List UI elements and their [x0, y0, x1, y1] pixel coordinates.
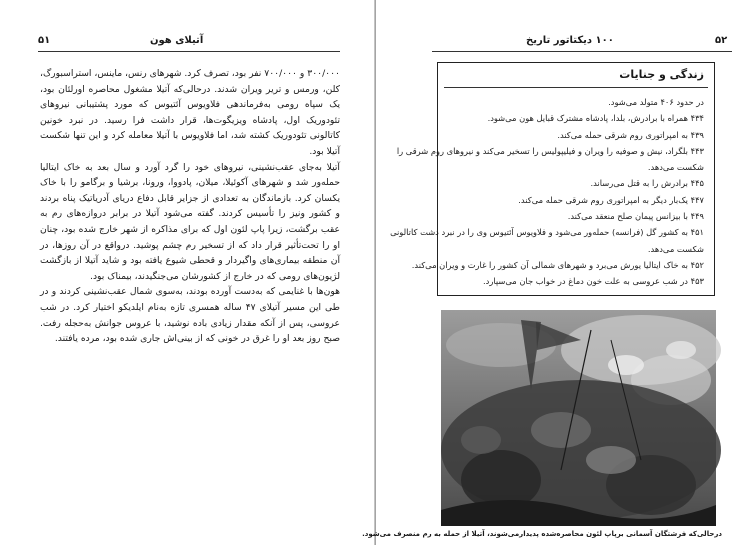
timeline-box	[390, 62, 715, 296]
right-page-number: ۵۲	[715, 35, 728, 46]
timeline-entry: ۴۴۷ یک‌بار دیگر به امپراتوری روم شرقی حمله می‌کند.	[518, 194, 704, 205]
left-header-rule	[38, 51, 340, 52]
timeline-entry: ۴۴۹ با بیزانس پیمان صلح منعقد می‌کند.	[567, 211, 704, 222]
right-running-header: ۱۰۰ دیکتاتور تاریخ	[526, 35, 614, 46]
timeline-title-rule	[444, 87, 708, 88]
left-body-text	[40, 66, 340, 347]
timeline-entry: ۴۵۳ در شب عروسی به علت خون دماغ در خواب جان می‌سپارد.	[483, 276, 704, 287]
left-page-number: ۵۱	[38, 35, 51, 46]
timeline-entry: شکست می‌دهد.	[647, 243, 704, 254]
timeline-entry: ۴۳۴ همراه با برادرش، بلدا، پادشاه مشترک قبایل هون می‌شود.	[487, 113, 704, 124]
timeline-entry: در حدود ۴۰۶ متولد می‌شود.	[608, 97, 704, 107]
timeline-entry: ۴۳۹ به امپراتوری روم شرقی حمله می‌کند.	[557, 129, 704, 140]
timeline-title: زندگی و جنایات	[619, 68, 704, 81]
right-header-rule	[432, 51, 732, 52]
paragraph-2: آتیلا به‌جای عقب‌نشینی، نیروهای خود را گرد آورد و سال بعد به خاک ایتالیا حمله‌ور شد و شهرهای آکوئیلا، میلان، پادووا، ورونا، برشیا و برگامو را با خاک یکسان کرد. بازماندگان به تعدادی از جزایر قابل دفاع دریای آدریاتیک پناه بردند و کشور ونیز را تأسیس کردند. گفته می‌شود آتیلا در برابر دروازه‌های رم به عقب برگشت، زیرا پاپ لئون اول که برای مذاکره از شهر خارج شده بود، چنان او را تحت‌تأثیر قرار داد که از تسخیر رم چشم پوشید. درواقع در آن روزها، در آن منطقه بیماری‌های واگیردار و قحطی شیوع یافته بود و شاید آتیلا از بازگشت لژیون‌های رومی که در خارج از کشورشان می‌جنگیدند، بیمناک بود.	[40, 161, 340, 282]
timeline-entry: ۴۵۱ به کشور گل (فرانسه) حمله‌ور می‌شود و فلاویوس آئتیوس وی را در نبرد دشت کاتالونی	[390, 227, 704, 238]
left-running-header: آتیلای هون	[150, 35, 204, 46]
timeline-entry: ۴۴۵ برادرش را به قتل می‌رساند.	[590, 178, 704, 189]
timeline-entry: شکست می‌دهد.	[647, 162, 704, 173]
engraving-artwork	[441, 310, 716, 526]
figure-caption: درحالی‌که فرشتگان آسمانی برپاپ لئون محاصره‌شده پدیدارمی‌شوند، آتیلا از حمله به رم منصرف می‌شود.	[362, 530, 722, 538]
timeline-entries	[390, 94, 704, 290]
paragraph-1: ۳۰۰/۰۰۰ و ۷۰۰/۰۰۰ نفر بود، تصرف کرد. شهرهای رنس، ماینس، استراسبورگ، کلن، ورمس و تریر ویران شدند. درحالی‌که آتیلا مشغول محاصره اورلئان بود، یک سپاه رومی به‌فرماندهی فلاویوس آئتیوس که مورد پشتیبانی نیروهای تئودوریک اول، پادشاه ویزیگوت‌ها، قرار داشت فرا رسید. در نبرد خونین کاتالونی تئودوریک کشته شد، اما فلاویوس با آتیلا معامله کرد و این تنها شکست آتیلا بود.	[39, 68, 340, 157]
timeline-entry: ۴۵۲ به خاک ایتالیا یورش می‌برد و شهرهای شمالی آن کشور را غارت و ویران می‌کند.	[411, 259, 704, 270]
paragraph-3: هون‌ها با غنایمی که به‌دست آورده بودند، به‌سوی شمال عقب‌نشینی کردند و در طی این مسیر آتیلای ۴۷ ساله همسری تازه به‌نام ایلدیکو اختیار کرد. در شب عروسی، پس از آنکه مقدار زیادی باده نوشید، با عروس جوانش به‌حجله رفت. صبح روز بعد او را غرق در خونی که از بینی‌اش جاری شده بود، مرده یافتند.	[40, 286, 340, 345]
timeline-entry: ۴۴۳ بلگراد، نیش و صوفیه را ویران و فیلیپولیس را تسخیر می‌کند و نیروهای روم شرقی را	[396, 145, 704, 156]
engraving-illustration	[441, 310, 716, 526]
